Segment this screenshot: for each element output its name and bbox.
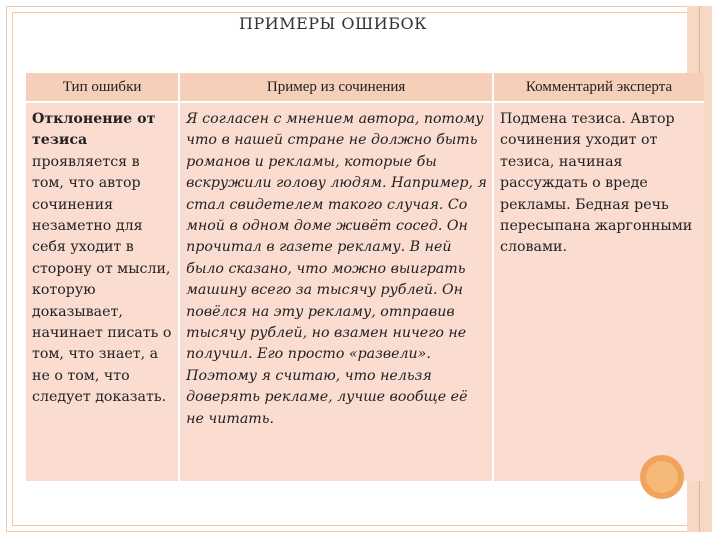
header-error-type: Тип ошибки xyxy=(26,73,180,103)
error-type-name: Отклонение от тезиса xyxy=(32,111,156,149)
header-essay-example: Пример из сочинения xyxy=(180,73,494,103)
cell-expert-comment: Подмена тезиса. Автор сочинения уходит от тезиса, начиная рассуждать о вреде рекламы. Бедная речь пересыпана жаргонными словами. xyxy=(494,103,704,481)
cell-essay-example: Я согласен с мнением автора, потому что в нашей стране не должно быть романов и рекламы, которые бы вскружили голову людям. Например, я стал свидетелем такого случая. Со мной в одном доме живёт сосед. Он прочитал в газете рекламу. В ней было сказано, что можно выиграть машину всего за тысячу рублей. Он повёлся на эту рекламу, отправив тысячу рублей, но взамен ничего не получил. Его просто «развели». Поэтому я считаю, что нельзя доверять рекламе, лучше вообще её не читать. xyxy=(180,103,494,481)
table-header-row xyxy=(26,73,704,103)
table-row xyxy=(26,103,704,481)
errors-table xyxy=(26,73,704,481)
error-type-description: проявляется в том, что автор сочинения незаметно для себя уходит в сторону от мысли, которую доказывает, начинает писать о том, что знает, а не о том, что следует доказать. xyxy=(32,153,172,406)
decorative-circle xyxy=(640,455,684,499)
cell-error-type xyxy=(26,103,180,481)
slide-title: ПРИМЕРЫ ОШИБОК xyxy=(239,14,427,33)
header-expert-comment: Комментарий эксперта xyxy=(494,73,704,103)
